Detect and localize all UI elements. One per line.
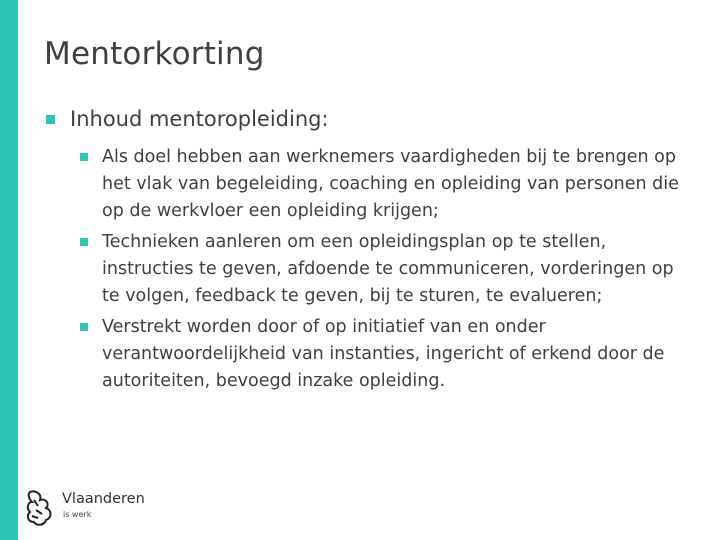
vlaanderen-logo: [22, 488, 145, 532]
sub-bullet-item: [80, 144, 694, 225]
square-bullet-icon: [80, 323, 88, 331]
logo-tagline: is werk: [63, 510, 92, 519]
sub-bullet-list: [80, 144, 694, 395]
sub-bullet-text: Technieken aanleren om een opleidingsplan op te stellen, instructies te geven, afdoende te communiceren, vorderingen op te volgen, feedback te geven, bij te sturen, te evalueren;: [102, 232, 674, 306]
square-bullet-icon: [80, 238, 88, 246]
flemish-lion-icon: [22, 488, 56, 528]
square-bullet-icon: [46, 115, 55, 124]
sub-bullet-item: [80, 229, 694, 310]
slide-content: [44, 104, 694, 399]
bullet-main-text: Inhoud mentoropleiding:: [70, 107, 329, 131]
bullet-main: [44, 104, 694, 134]
accent-bar: [0, 0, 18, 540]
slide-title: Mentorkorting: [44, 36, 265, 72]
logo-name: Vlaanderen: [62, 491, 145, 507]
sub-bullet-text: Als doel hebben aan werknemers vaardigheden bij te brengen op het vlak van begeleiding, coaching en opleiding van personen die op de werkvloer een opleiding krijgen;: [102, 147, 679, 221]
sub-bullet-text: Verstrekt worden door of op initiatief van en onder verantwoordelijkheid van instanties, ingericht of erkend door de autoriteiten, bevoegd inzake opleiding.: [102, 317, 665, 391]
sub-bullet-item: [80, 314, 694, 395]
square-bullet-icon: [80, 153, 88, 161]
